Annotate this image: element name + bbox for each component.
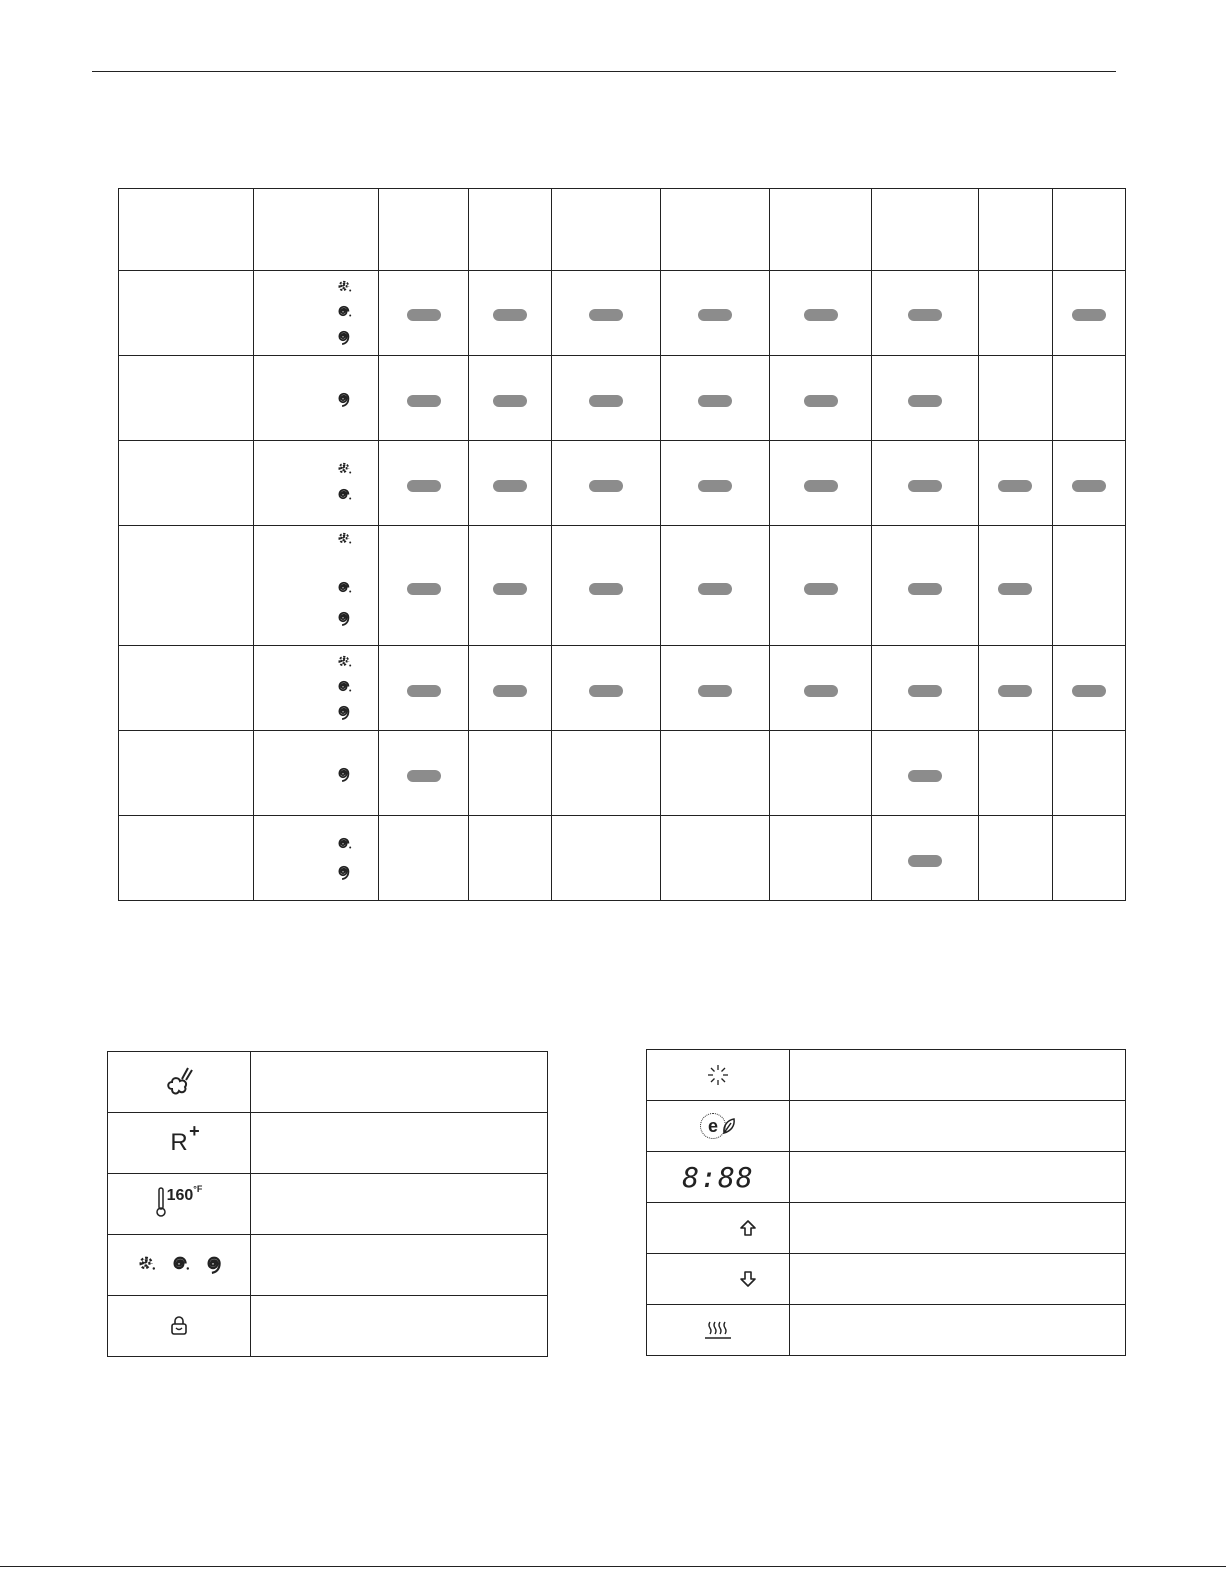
option-cell	[379, 646, 469, 731]
arrow-down-icon	[739, 1270, 757, 1288]
soil-medium-icon	[334, 578, 352, 596]
soil-medium-icon	[334, 834, 352, 852]
rinse-plus-icon: R +	[170, 1121, 200, 1156]
availability-mark	[804, 583, 838, 595]
availability-mark	[493, 309, 527, 321]
option-cell	[661, 816, 770, 901]
cycle-name-cell	[119, 526, 254, 646]
option-cell	[552, 646, 661, 731]
matrix-row	[119, 526, 1126, 646]
option-cell	[770, 731, 872, 816]
option-cell	[979, 441, 1052, 526]
legend-row-child-lock	[108, 1296, 548, 1357]
option-cell	[979, 731, 1052, 816]
option-cell	[979, 646, 1052, 731]
rinse-plus-letter: R	[170, 1129, 188, 1156]
cycle-name-cell	[119, 816, 254, 901]
soil-light-icon	[334, 459, 352, 477]
option-cell	[661, 731, 770, 816]
option-cell	[552, 441, 661, 526]
legend-description-cell	[790, 1305, 1126, 1356]
matrix-header-cell	[253, 189, 378, 271]
soil-heavy-icon	[334, 862, 352, 880]
option-cell	[661, 441, 770, 526]
legend-row-sanitize	[108, 1174, 548, 1235]
soil-heavy-icon	[334, 702, 352, 720]
matrix-row	[119, 731, 1126, 816]
soil-level-cell	[253, 816, 378, 901]
matrix-row	[119, 816, 1126, 901]
legend-icon-cell	[647, 1305, 790, 1356]
soil-level-cell	[253, 356, 378, 441]
soil-heavy-icon	[334, 764, 352, 782]
option-cell	[661, 271, 770, 356]
legend-description-cell	[790, 1254, 1126, 1305]
legend-row-steam	[108, 1052, 548, 1113]
legend-icon-cell	[647, 1203, 790, 1254]
option-cell	[979, 526, 1052, 646]
soil-level-cell	[253, 646, 378, 731]
matrix-row	[119, 441, 1126, 526]
eco-icon	[700, 1113, 736, 1139]
legend-description-cell	[790, 1152, 1126, 1203]
option-cell	[770, 441, 872, 526]
matrix-header-cell	[379, 189, 469, 271]
availability-mark	[908, 855, 942, 867]
legend-description-cell	[251, 1052, 548, 1113]
option-cell	[661, 526, 770, 646]
cycle-option-matrix	[118, 188, 1126, 901]
option-cell	[379, 526, 469, 646]
cycle-name-cell	[119, 646, 254, 731]
legend-icon-cell	[647, 1101, 790, 1152]
steam-icon	[164, 1065, 194, 1099]
option-cell	[872, 731, 979, 816]
legend-icon-cell	[108, 1174, 251, 1235]
sanitize-temperature-icon: 160 °F	[156, 1187, 203, 1217]
legend-row-display	[647, 1152, 1126, 1203]
legend-description-cell	[251, 1113, 548, 1174]
cycle-name-cell	[119, 271, 254, 356]
child-lock-icon	[169, 1315, 189, 1337]
availability-mark	[493, 685, 527, 697]
legend-description-cell	[790, 1203, 1126, 1254]
availability-mark	[589, 685, 623, 697]
option-cell	[552, 526, 661, 646]
availability-mark	[804, 480, 838, 492]
option-cell	[1052, 271, 1125, 356]
heated-dry-icon	[703, 1319, 733, 1341]
sanitize-temperature-unit: F	[196, 1183, 203, 1194]
header-rule	[92, 71, 1116, 72]
legend-row-sparkle	[647, 1050, 1126, 1101]
soil-medium-icon	[334, 302, 352, 320]
availability-mark	[1072, 480, 1106, 492]
availability-mark	[804, 685, 838, 697]
sanitize-temperature-value: 160	[166, 1186, 194, 1204]
option-cell	[379, 816, 469, 901]
option-cell	[872, 816, 979, 901]
sparkle-icon	[706, 1063, 730, 1087]
availability-mark	[698, 309, 732, 321]
option-cell	[979, 356, 1052, 441]
availability-mark	[407, 309, 441, 321]
option-cell	[770, 816, 872, 901]
soil-light-icon	[134, 1252, 156, 1274]
availability-mark	[698, 583, 732, 595]
availability-mark	[493, 480, 527, 492]
availability-mark	[908, 770, 942, 782]
legend-right-table	[646, 1049, 1126, 1356]
soil-light-icon	[334, 277, 352, 295]
legend-row-soil-level	[108, 1235, 548, 1296]
legend-row-arrow-down	[647, 1254, 1126, 1305]
legend-icon-cell	[108, 1296, 251, 1357]
legend-icon-cell	[108, 1235, 251, 1296]
availability-mark	[908, 685, 942, 697]
soil-heavy-icon	[202, 1252, 224, 1274]
option-cell	[872, 271, 979, 356]
option-cell	[552, 271, 661, 356]
legend-left-table	[107, 1051, 548, 1357]
availability-mark	[998, 685, 1032, 697]
legend-icon-cell	[647, 1254, 790, 1305]
matrix-row	[119, 271, 1126, 356]
legend-icon-cell	[108, 1113, 251, 1174]
matrix-header-cell	[119, 189, 254, 271]
matrix-header-cell	[979, 189, 1052, 271]
availability-mark	[998, 480, 1032, 492]
legend-row-heated-dry	[647, 1305, 1126, 1356]
soil-level-cell	[253, 441, 378, 526]
option-cell	[469, 526, 552, 646]
option-cell	[872, 526, 979, 646]
legend-icon-cell	[108, 1052, 251, 1113]
availability-mark	[407, 583, 441, 595]
soil-medium-icon	[168, 1252, 190, 1274]
option-cell	[379, 271, 469, 356]
availability-mark	[908, 395, 942, 407]
option-cell	[552, 356, 661, 441]
legend-row-arrow-up	[647, 1203, 1126, 1254]
matrix-row	[119, 356, 1126, 441]
matrix-header-cell	[1052, 189, 1125, 271]
matrix-header-cell	[469, 189, 552, 271]
availability-mark	[908, 583, 942, 595]
availability-mark	[407, 480, 441, 492]
availability-mark	[698, 480, 732, 492]
cycle-name-cell	[119, 441, 254, 526]
availability-mark	[407, 770, 441, 782]
availability-mark	[493, 583, 527, 595]
soil-light-icon	[334, 652, 352, 670]
option-cell	[979, 271, 1052, 356]
option-cell	[379, 356, 469, 441]
availability-mark	[407, 685, 441, 697]
option-cell	[469, 646, 552, 731]
legend-description-cell	[790, 1050, 1126, 1101]
availability-mark	[493, 395, 527, 407]
soil-heavy-icon	[334, 389, 352, 407]
availability-mark	[908, 480, 942, 492]
option-cell	[1052, 816, 1125, 901]
option-cell	[469, 356, 552, 441]
soil-medium-icon	[334, 485, 352, 503]
arrow-up-icon	[739, 1219, 757, 1237]
option-cell	[552, 816, 661, 901]
option-cell	[469, 441, 552, 526]
availability-mark	[589, 395, 623, 407]
digital-display-icon: 8:88	[682, 1160, 754, 1194]
option-cell	[379, 731, 469, 816]
soil-level-cell	[253, 731, 378, 816]
availability-mark	[804, 309, 838, 321]
eco-circle: e	[700, 1113, 726, 1139]
cycle-name-cell	[119, 356, 254, 441]
option-cell	[770, 356, 872, 441]
availability-mark	[1072, 309, 1106, 321]
soil-level-cell	[253, 271, 378, 356]
footer-rule	[0, 1566, 1226, 1567]
availability-mark	[998, 583, 1032, 595]
availability-mark	[1072, 685, 1106, 697]
option-cell	[469, 816, 552, 901]
availability-mark	[589, 583, 623, 595]
legend-row-rinse-plus	[108, 1113, 548, 1174]
option-cell	[770, 646, 872, 731]
option-cell	[1052, 526, 1125, 646]
option-cell	[770, 271, 872, 356]
availability-mark	[698, 395, 732, 407]
soil-level-icons	[134, 1252, 224, 1274]
option-cell	[872, 646, 979, 731]
option-cell	[661, 646, 770, 731]
availability-mark	[407, 395, 441, 407]
option-cell	[469, 731, 552, 816]
option-cell	[552, 731, 661, 816]
soil-level-cell	[253, 526, 378, 646]
availability-mark	[698, 685, 732, 697]
legend-description-cell	[251, 1296, 548, 1357]
matrix-header-cell	[552, 189, 661, 271]
option-cell	[469, 271, 552, 356]
option-cell	[1052, 646, 1125, 731]
availability-mark	[589, 309, 623, 321]
option-cell	[979, 816, 1052, 901]
option-cell	[872, 356, 979, 441]
legend-row-eco	[647, 1101, 1126, 1152]
cycle-name-cell	[119, 731, 254, 816]
matrix-header-cell	[770, 189, 872, 271]
legend-icon-cell	[647, 1050, 790, 1101]
legend-icon-cell	[647, 1152, 790, 1203]
option-cell	[379, 441, 469, 526]
matrix-row	[119, 646, 1126, 731]
soil-heavy-icon	[334, 327, 352, 345]
matrix-header-cell	[661, 189, 770, 271]
legend-description-cell	[251, 1174, 548, 1235]
legend-description-cell	[790, 1101, 1126, 1152]
availability-mark	[908, 309, 942, 321]
matrix-header-row	[119, 189, 1126, 271]
option-cell	[1052, 356, 1125, 441]
soil-light-icon	[334, 529, 352, 547]
legend-description-cell	[251, 1235, 548, 1296]
soil-heavy-icon	[334, 608, 352, 626]
matrix-header-cell	[872, 189, 979, 271]
option-cell	[661, 356, 770, 441]
option-cell	[1052, 731, 1125, 816]
option-cell	[770, 526, 872, 646]
soil-medium-icon	[334, 677, 352, 695]
option-cell	[872, 441, 979, 526]
availability-mark	[589, 480, 623, 492]
option-cell	[1052, 441, 1125, 526]
availability-mark	[804, 395, 838, 407]
